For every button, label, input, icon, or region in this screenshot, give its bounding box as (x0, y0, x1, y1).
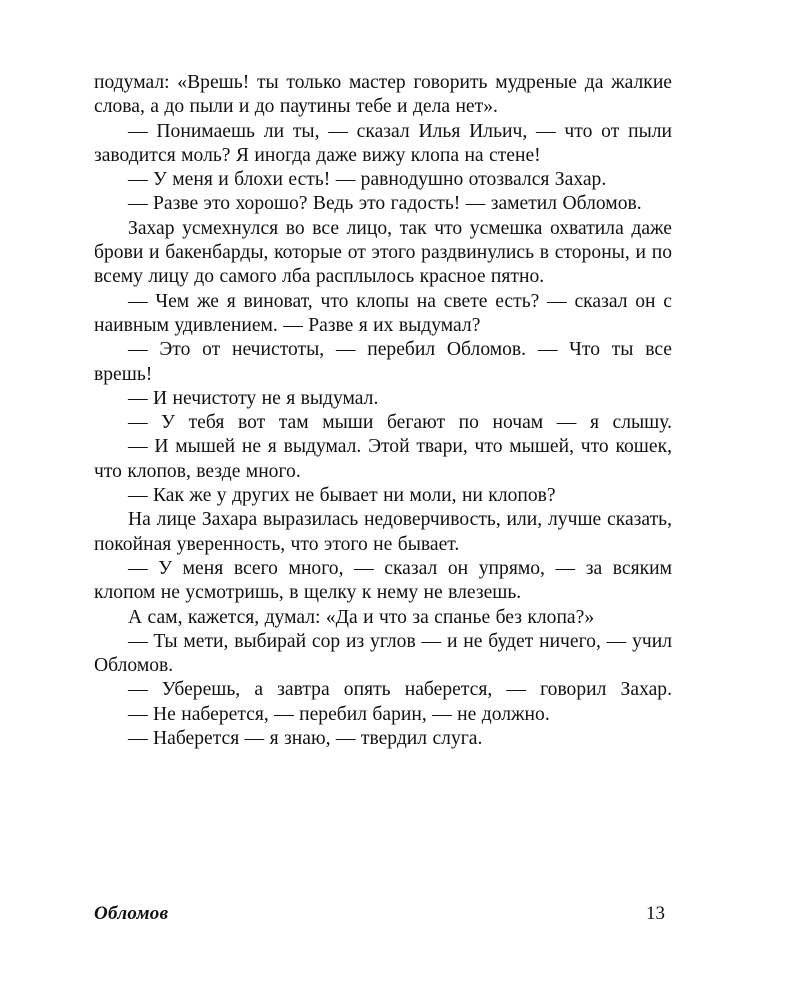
paragraph: — И мышей не я выдумал. Этой твари, что мышей, что кошек, что клопов, везде много. (94, 436, 672, 482)
paragraph: На лице Захара выразилась недоверчивость, или, лучше сказать, покойная уверенность, что этого не бывает. (94, 509, 672, 555)
paragraph: — У меня и блохи есть! — равнодушно отозвался Захар. (128, 169, 607, 191)
paragraph: — Это от нечистоты, — перебил Обломов. — Что ты все врешь! (94, 339, 672, 385)
paragraph: — Разве это хорошо? Ведь это гадость! — заметил Обломов. (128, 193, 642, 215)
paragraph: — Наберется — я знаю, — твердил слуга. (128, 728, 483, 750)
paragraph: — И нечистоту не я выдумал. (128, 387, 379, 409)
paragraph: Захар усмехнулся во все лицо, так что усмешка охватила даже брови и бакенбарды, которые от этого раздвинулись в стороны, и по всему лицу до самого лба расплылось красное пятно. (94, 217, 672, 288)
paragraph: — Понимаешь ли ты, — сказал Илья Ильич, — что от пыли заводится моль? Я иногда даже вижу клопа на стене! (94, 120, 672, 166)
paragraph: — Как же у других не бывает ни моли, ни клопов? (128, 485, 556, 507)
paragraph-continuation: подумал: «Врешь! ты только мастер говорить мудреные да жалкие слова, а до пыли и до паутины тебе и дела нет». (94, 72, 672, 118)
paragraph: — Ты мети, выбирай сор из углов — и не будет ничего, — учил Обломов. (94, 630, 672, 677)
paragraph: — У тебя вот там мыши бегают по ночам — я слышу. (128, 412, 672, 434)
paragraph: А сам, кажется, думал: «Да и что за спанье без клопа?» (128, 606, 595, 628)
paragraph: — Чем же я виноват, что клопы на свете есть? — сказал он с наивным удивлением. — Разве я их выдумал? (94, 290, 672, 336)
body-text (94, 71, 672, 751)
paragraph: — Не наберется, — перебил барин, — не должно. (128, 703, 550, 725)
page-number: 13 (646, 903, 665, 924)
paragraph: — Уберешь, а завтра опять наберется, — говорил Захар. (128, 679, 672, 701)
paragraph: — У меня всего много, — сказал он упрямо, — за всяким клопом не усмотришь, в щелку к нему не влезешь. (94, 557, 672, 604)
running-footer-title: Обломов (94, 903, 169, 924)
